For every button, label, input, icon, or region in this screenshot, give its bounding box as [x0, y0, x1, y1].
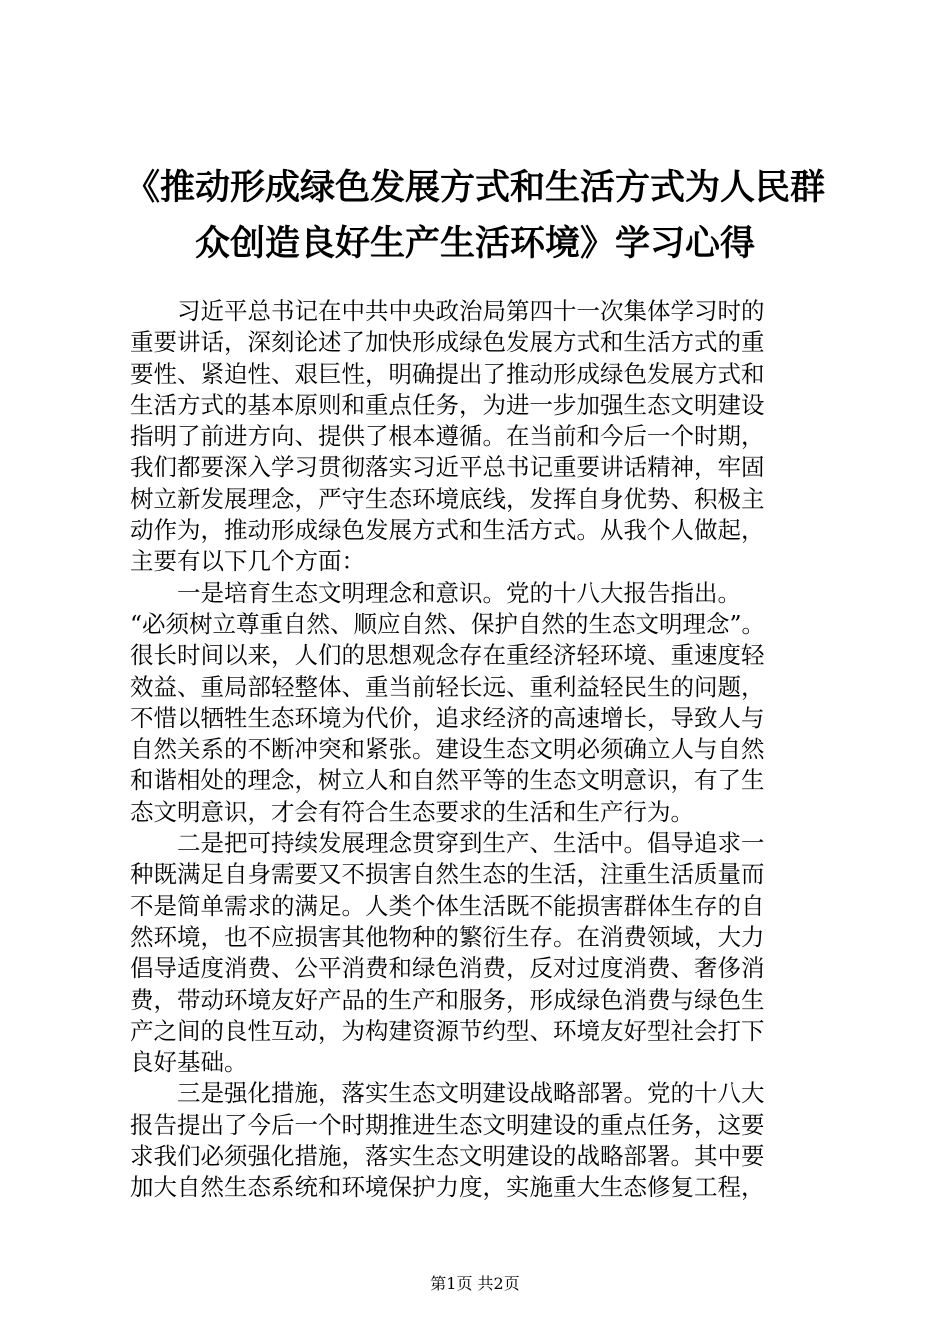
body-line: 很长时间以来，人们的思想观念存在重经济轻环境、重速度轻 [130, 641, 765, 670]
title-line: 众创造良好生产生活环境》学习心得 [194, 224, 755, 264]
body-line: 求我们必须强化措施，落实生态文明建设的战略部署。其中要 [130, 1142, 765, 1171]
body-line: 良好基础。 [130, 1048, 248, 1077]
body-line: 二是把可持续发展理念贯穿到生产、生活中。倡导追求一 [130, 829, 765, 858]
document-body [130, 296, 830, 1204]
document-title [60, 160, 890, 272]
body-line: 自然关系的不断冲突和紧张。建设生态文明必须确立人与自然 [130, 735, 765, 764]
body-line: 我们都要深入学习贯彻落实习近平总书记重要讲话精神，牢固 [130, 453, 765, 482]
body-line: 态文明意识，才会有符合生态要求的生活和生产行为。 [130, 797, 694, 826]
body-line: 种既满足自身需要又不损害自然生态的生活，注重生活质量而 [130, 860, 765, 889]
body-line: 费，带动环境友好产品的生产和服务，形成绿色消费与绿色生 [130, 985, 765, 1014]
body-line: “必须树立尊重自然、顺应自然、保护自然的生态文明理念”。 [130, 609, 766, 638]
body-line: 指明了前进方向、提供了根本遵循。在当前和今后一个时期， [130, 422, 765, 451]
body-line: 不惜以牺牲生态环境为代价，追求经济的高速增长，导致人与 [130, 703, 765, 732]
body-line: 效益、重局部轻整体、重当前轻长远、重利益轻民生的问题， [130, 672, 765, 701]
body-line: 重要讲话，深刻论述了加快形成绿色发展方式和生活方式的重 [130, 328, 765, 357]
body-line: 产之间的良性互动，为构建资源节约型、环境友好型社会打下 [130, 1016, 765, 1045]
body-line: 树立新发展理念，严守生态环境底线，发挥自身优势、积极主 [130, 484, 765, 513]
body-line: 三是强化措施，落实生态文明建设战略部署。党的十八大 [130, 1079, 765, 1108]
body-line: 要性、紧迫性、艰巨性，明确提出了推动形成绿色发展方式和 [130, 359, 765, 388]
body-line: 习近平总书记在中共中央政治局第四十一次集体学习时的 [130, 297, 765, 325]
body-line: 倡导适度消费、公平消费和绿色消费，反对过度消费、奢侈消 [130, 954, 765, 983]
body-line: 动作为，推动形成绿色发展方式和生活方式。从我个人做起， [130, 516, 765, 545]
body-line: 报告提出了今后一个时期推进生态文明建设的重点任务，这要 [130, 1110, 765, 1139]
body-line: 然环境，也不应损害其他物种的繁衍生存。在消费领域，大力 [130, 922, 765, 951]
body-line: 不是简单需求的满足。人类个体生活既不能损害群体生存的自 [130, 891, 765, 920]
body-line: 加大自然生态系统和环境保护力度，实施重大生态修复工程， [130, 1173, 765, 1202]
body-line: 一是培育生态文明理念和意识。党的十八大报告指出。 [130, 578, 741, 607]
page-footer: 第1页 共2页 [430, 1274, 520, 1293]
body-line: 生活方式的基本原则和重点任务，为进一步加强生态文明建设 [130, 390, 765, 419]
body-line: 和谐相处的理念，树立人和自然平等的生态文明意识，有了生 [130, 766, 765, 795]
title-line: 《推动形成绿色发展方式和生活方式为人民群 [124, 168, 825, 208]
body-line: 主要有以下几个方面： [130, 547, 365, 576]
